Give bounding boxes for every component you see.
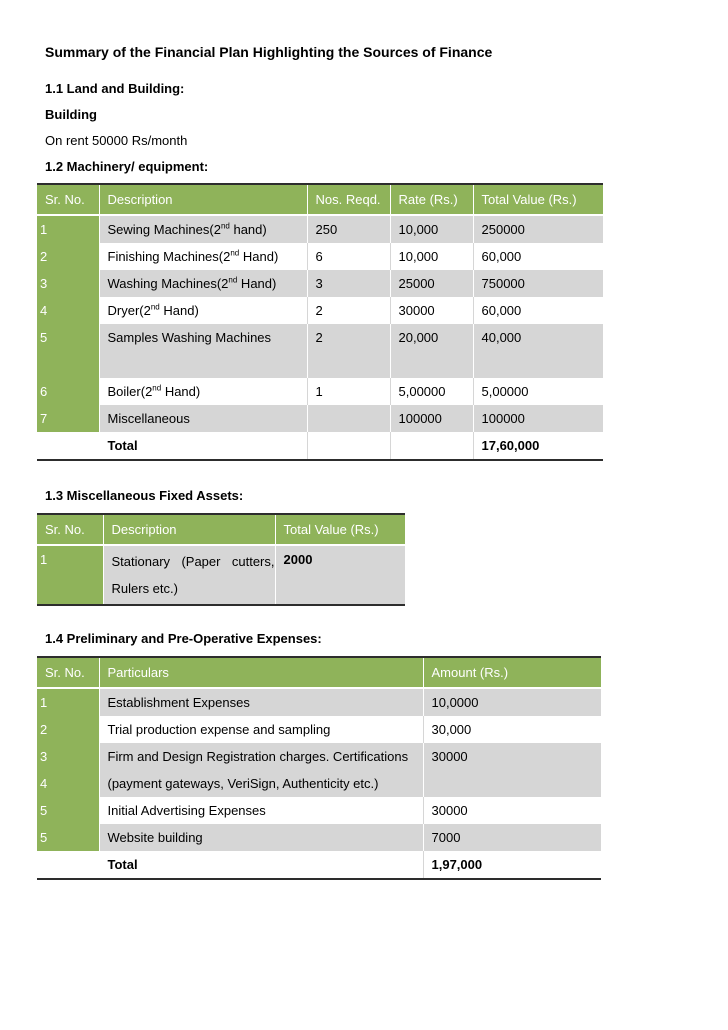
description-cell: Miscellaneous (99, 405, 307, 432)
description-cell (99, 351, 307, 378)
section-title-land-building: 1.1 Land and Building: (45, 81, 185, 96)
sr-no-cell: 3 (37, 743, 99, 770)
table-row (37, 270, 603, 297)
description-cell: Sewing Machines(2nd hand) (99, 215, 307, 243)
nos-cell: 6 (307, 243, 390, 270)
description-cell: Samples Washing Machines (99, 324, 307, 351)
total-cell (473, 351, 603, 378)
description-cell: Washing Machines(2nd Hand) (99, 270, 307, 297)
particulars-cell: Firm and Design Registration charges. Certifications (99, 743, 423, 770)
particulars-cell: Establishment Expenses (99, 688, 423, 716)
sr-no-cell: 1 (37, 545, 103, 605)
col-header-nos-reqd: Nos. Reqd. (307, 184, 390, 215)
sr-no-cell: 5 (37, 824, 99, 851)
sr-no-cell (37, 351, 99, 378)
table-header-row (37, 514, 405, 545)
table-row (37, 324, 603, 351)
total-cell: 250000 (473, 215, 603, 243)
rate-cell: 20,000 (390, 324, 473, 351)
table-row (37, 545, 405, 605)
description-cell: Dryer(2nd Hand) (99, 297, 307, 324)
col-header-total-value: Total Value (Rs.) (473, 184, 603, 215)
total-row (37, 432, 603, 460)
sr-no-cell: 3 (37, 270, 99, 297)
col-header-sr-no: Sr. No. (37, 184, 99, 215)
amount-cell: 30000 (423, 797, 601, 824)
total-cell: 40,000 (473, 324, 603, 351)
amount-cell: 10,0000 (423, 688, 601, 716)
nos-cell (307, 405, 390, 432)
sr-no-cell: 1 (37, 215, 99, 243)
nos-cell: 250 (307, 215, 390, 243)
rate-cell: 5,00000 (390, 378, 473, 405)
rate-cell (390, 351, 473, 378)
rate-cell: 100000 (390, 405, 473, 432)
amount-cell: 7000 (423, 824, 601, 851)
sr-no-cell: 1 (37, 688, 99, 716)
section-title-misc-fixed-assets: 1.3 Miscellaneous Fixed Assets: (45, 488, 244, 503)
sr-no-cell: 2 (37, 243, 99, 270)
sr-no-cell: 4 (37, 297, 99, 324)
sr-no-cell: 6 (37, 378, 99, 405)
col-header-description: Description (103, 514, 275, 545)
table-header-row (37, 657, 601, 688)
total-cell: 5,00000 (473, 378, 603, 405)
particulars-cell: (payment gateways, VeriSign, Authenticity etc.) (99, 770, 423, 797)
table-row (37, 797, 601, 824)
nos-cell: 3 (307, 270, 390, 297)
col-header-particulars: Particulars (99, 657, 423, 688)
col-header-rate: Rate (Rs.) (390, 184, 473, 215)
table-row (37, 378, 603, 405)
table-header-row (37, 184, 603, 215)
amount-cell (423, 770, 601, 797)
total-cell: 60,000 (473, 243, 603, 270)
sr-no-cell: 7 (37, 405, 99, 432)
total-cell: 2000 (275, 545, 405, 605)
particulars-cell: Website building (99, 824, 423, 851)
rate-cell: 30000 (390, 297, 473, 324)
sr-no-cell: 4 (37, 770, 99, 797)
sr-no-cell (37, 851, 99, 879)
description-cell: Stationary (Paper cutters, Rulers etc.) (103, 545, 275, 605)
preliminary-expenses-table (37, 656, 601, 880)
particulars-cell: Initial Advertising Expenses (99, 797, 423, 824)
amount-cell: 30000 (423, 743, 601, 770)
total-label: Total (99, 851, 423, 879)
sr-no-cell: 2 (37, 716, 99, 743)
total-label: Total (99, 432, 307, 460)
rate-cell: 10,000 (390, 243, 473, 270)
section-title-machinery: 1.2 Machinery/ equipment: (45, 159, 209, 174)
table-row (37, 770, 601, 797)
nos-cell: 2 (307, 297, 390, 324)
table-row (37, 215, 603, 243)
description-cell: Finishing Machines(2nd Hand) (99, 243, 307, 270)
particulars-cell: Trial production expense and sampling (99, 716, 423, 743)
nos-cell (307, 351, 390, 378)
table-row (37, 688, 601, 716)
fixed-assets-table (37, 513, 405, 606)
nos-cell (307, 432, 390, 460)
table-row (37, 351, 603, 378)
table-row (37, 297, 603, 324)
rent-text: On rent 50000 Rs/month (45, 133, 188, 148)
nos-cell: 2 (307, 324, 390, 351)
sr-no-cell (37, 432, 99, 460)
table-row (37, 743, 601, 770)
total-cell: 100000 (473, 405, 603, 432)
total-value: 17,60,000 (473, 432, 603, 460)
col-header-sr-no: Sr. No. (37, 514, 103, 545)
total-row (37, 851, 601, 879)
total-cell: 750000 (473, 270, 603, 297)
rate-cell: 25000 (390, 270, 473, 297)
nos-cell: 1 (307, 378, 390, 405)
col-header-sr-no: Sr. No. (37, 657, 99, 688)
building-label: Building (45, 107, 97, 122)
section-title-preliminary-expenses: 1.4 Preliminary and Pre-Operative Expenses: (45, 631, 322, 646)
table-row (37, 405, 603, 432)
machinery-table (37, 183, 603, 461)
sr-no-cell: 5 (37, 797, 99, 824)
page-title: Summary of the Financial Plan Highlighting the Sources of Finance (45, 44, 493, 60)
col-header-total-value: Total Value (Rs.) (275, 514, 405, 545)
rate-cell (390, 432, 473, 460)
total-cell: 60,000 (473, 297, 603, 324)
rate-cell: 10,000 (390, 215, 473, 243)
col-header-amount: Amount (Rs.) (423, 657, 601, 688)
description-cell: Boiler(2nd Hand) (99, 378, 307, 405)
total-value: 1,97,000 (423, 851, 601, 879)
table-row (37, 243, 603, 270)
col-header-description: Description (99, 184, 307, 215)
table-row (37, 716, 601, 743)
sr-no-cell: 5 (37, 324, 99, 351)
amount-cell: 30,000 (423, 716, 601, 743)
table-row (37, 824, 601, 851)
